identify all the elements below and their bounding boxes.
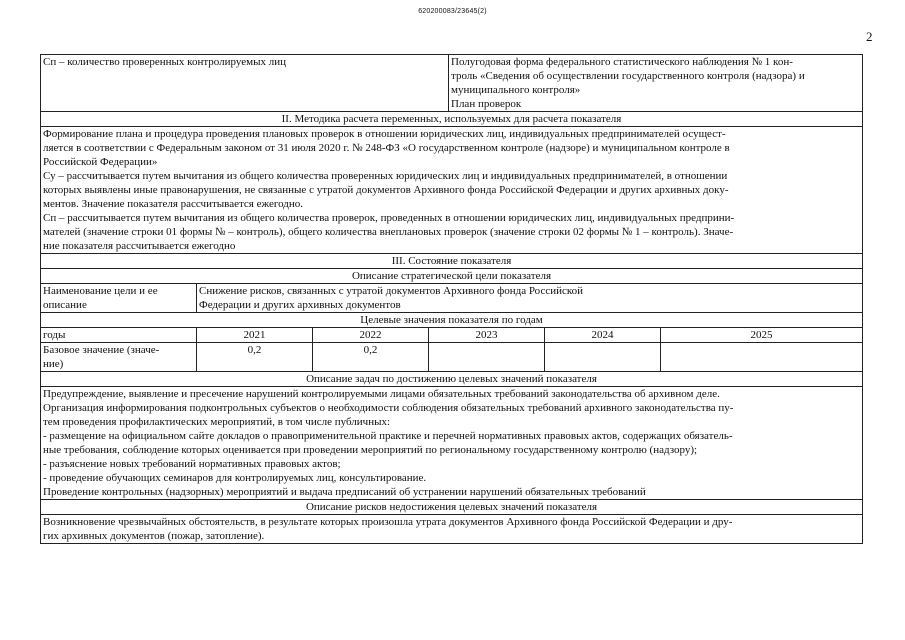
base-value-cell: 0,2 <box>196 343 312 371</box>
task-line: Предупреждение, выявление и пресечение нарушений контролируемыми лицами обязательных требований законодательства об архивном деле. <box>43 388 720 400</box>
risk-line: Возникновение чрезвычайных обстоятельств, в результате которых произошла утрата документов Архивного фонда Российской Федерации и дру- <box>43 516 733 528</box>
sp-row <box>41 55 862 111</box>
task-line: Организация информирования подконтрольных субъектов о необходимости соблюдения обязательных требований архивного законодательства пу- <box>43 402 734 414</box>
goal-value-line: Федерации и других архивных документов <box>199 299 401 311</box>
methodology-line: которых выявлены иные правонарушения, не связанные с утратой документов Архивного фонда Российской Федерации и других архивных доку- <box>43 184 729 196</box>
goal-value-line: Снижение рисков, связанных с утратой документов Архивного фонда Российской <box>199 285 584 297</box>
sp-source-line: троль «Сведения об осуществлении государственного контроля (надзора) и <box>451 70 805 82</box>
methodology-line: Сп – рассчитывается путем вычитания из общего количества проверок, проведенных в отношении юридических лиц, индивидуальных предприни- <box>43 212 735 224</box>
year-header: 2025 <box>660 328 862 342</box>
goal-row <box>41 283 862 312</box>
sp-source-line: муниципального контроля» <box>451 84 581 96</box>
year-header: 2024 <box>544 328 660 342</box>
base-label-line: Базовое значение (значе- <box>43 344 160 356</box>
sp-definition: Сп – количество проверенных контролируемых лиц <box>43 56 286 68</box>
risks-body-row <box>41 514 862 543</box>
methodology-line: мателей (значение строки 01 формы № – контроль), общего количества внеплановых проверок (значение строки 02 формы № 1 – контроль). Значе- <box>43 226 734 238</box>
methodology-line: ментов. Значение показателя рассчитывается ежегодно. <box>43 198 303 210</box>
document-id: 620200083/23645(2) <box>418 8 487 15</box>
risks-body <box>41 515 862 543</box>
sp-source <box>448 55 862 111</box>
base-values-row <box>41 342 862 371</box>
task-line: ные требования, соблюдение которых оценивается при проведении мероприятий по региональному государственному контролю (надзору); <box>43 444 698 456</box>
years-label: годы <box>43 329 66 341</box>
methodology-line: Су – рассчитывается путем вычитания из общего количества проверенных юридических лиц и индивидуальных предпринимателей, в отношении <box>43 170 728 182</box>
task-line: - проведение обучающих семинаров для контролируемых лиц, консультирование. <box>43 472 427 484</box>
goal-value <box>196 284 862 312</box>
section2-body-row <box>41 126 862 253</box>
methodology-line: ние показателя рассчитывается ежегодно <box>43 240 236 252</box>
base-value-cell: 0,2 <box>312 343 428 371</box>
strategic-goal-title: Описание стратегической цели показателя <box>351 270 552 282</box>
targets-title: Целевые значения показателя по годам <box>360 314 543 326</box>
task-line: - размещение на официальном сайте докладов о правоприменительной практике и перечней нормативных правовых актов, содержащих обязатель- <box>43 430 733 442</box>
goal-label-line: описание <box>43 299 87 311</box>
sp-source-line: Полугодовая форма федерального статистического наблюдения № 1 кон- <box>451 56 793 68</box>
methodology-line: Формирование плана и процедура проведения плановых проверок в отношении юридических лиц, индивидуальных предпринимателей осущест- <box>43 128 726 140</box>
base-value-cell <box>428 343 544 371</box>
sp-source-line: План проверок <box>451 98 522 110</box>
task-line: тем проведения профилактических мероприятий, в том числе публичных: <box>43 416 391 428</box>
year-header: 2021 <box>196 328 312 342</box>
risk-line: гих архивных документов (пожар, затопление). <box>43 530 265 542</box>
tasks-title: Описание задач по достижению целевых значений показателя <box>306 373 597 385</box>
methodology-line: Российской Федерации» <box>43 156 158 168</box>
base-value-cell <box>544 343 660 371</box>
methodology-line: ляется в соответствии с Федеральным законом от 31 июля 2020 г. № 248-ФЗ «О государственном контроле (надзоре) и муниципальном контроле в <box>43 142 730 154</box>
year-header: 2023 <box>428 328 544 342</box>
tasks-body-row <box>41 386 862 499</box>
base-label <box>41 343 196 371</box>
risks-title: Описание рисков недостижения целевых значений показателя <box>305 501 598 513</box>
strategic-title-row <box>41 268 862 283</box>
task-line: Проведение контрольных (надзорных) мероприятий и выдача предписаний об устранении нарушений обязательных требований <box>43 486 646 498</box>
page-number: 2 <box>866 29 873 44</box>
section2-title: II. Методика расчета переменных, используемых для расчета показателя <box>281 113 622 125</box>
section2-body <box>41 127 862 253</box>
section3-title: III. Состояние показателя <box>391 255 512 267</box>
indicator-table <box>40 54 863 544</box>
tasks-title-row <box>41 371 862 386</box>
risks-title-row <box>41 499 862 514</box>
base-label-line: ние) <box>43 358 64 370</box>
years-row <box>41 327 862 342</box>
goal-label <box>41 284 196 312</box>
tasks-body <box>41 387 862 499</box>
targets-title-row <box>41 312 862 327</box>
year-header: 2022 <box>312 328 428 342</box>
base-value-cell <box>660 343 862 371</box>
section2-title-row <box>41 111 862 126</box>
section3-title-row <box>41 253 862 268</box>
goal-label-line: Наименование цели и ее <box>43 285 158 297</box>
task-line: - разъяснение новых требований нормативных правовых актов; <box>43 458 341 470</box>
